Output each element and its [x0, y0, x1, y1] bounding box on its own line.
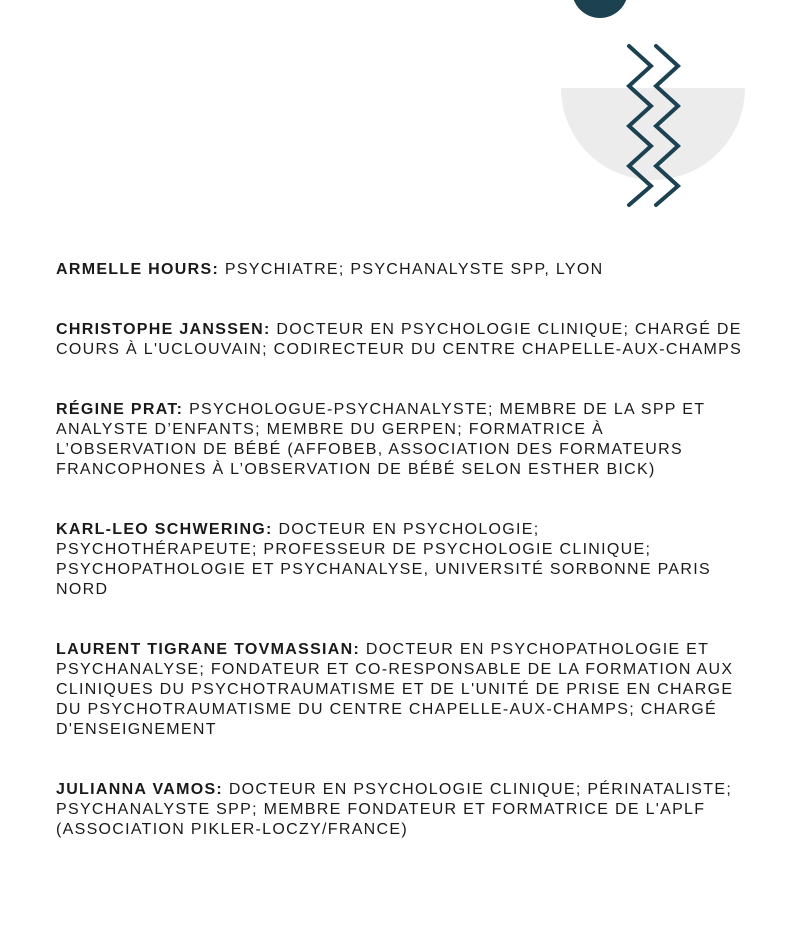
speaker-description: DOCTEUR EN PSYCHOLOGIE CLINIQUE; PÉRINATALISTE; PSYCHANALYSTE SPP; MEMBRE FONDATEUR ET FORMATRICE DE L'APLF (ASSOCIATION PIKLER-LOCZY/FRANCE)	[56, 781, 733, 838]
decorative-graphic	[0, 0, 793, 230]
speaker-name: LAURENT TIGRANE TOVMASSIAN:	[56, 641, 361, 658]
speaker-entry	[56, 640, 746, 740]
speaker-list	[56, 260, 746, 880]
gray-half-circle	[561, 88, 745, 180]
speaker-name: ARMELLE HOURS:	[56, 261, 220, 278]
speaker-description: DOCTEUR EN PSYCHOLOGIE CLINIQUE; CHARGÉ DE COURS À L'UCLOUVAIN; CODIRECTEUR DU CENTRE CHAPELLE-AUX-CHAMPS	[56, 321, 743, 358]
speaker-description: DOCTEUR EN PSYCHOLOGIE; PSYCHOTHÉRAPEUTE; PROFESSEUR DE PSYCHOLOGIE CLINIQUE; PSYCHOPATHOLOGIE ET PSYCHANALYSE, UNIVERSITÉ SORBONNE PARIS NORD	[56, 521, 711, 598]
dark-circle	[572, 0, 628, 18]
speaker-name: CHRISTOPHE JANSSEN:	[56, 321, 271, 338]
speaker-description: DOCTEUR EN PSYCHOPATHOLOGIE ET PSYCHANALYSE; FONDATEUR ET CO-RESPONSABLE DE LA FORMATION AUX CLINIQUES DU PSYCHOTRAUMATISME ET DE L'UNITÉ DE PRISE EN CHARGE DU PSYCHOTRAUMATISME DU CENTRE CHAPELLE-AUX-CHAMPS; CHARGÉ D'ENSEIGNEMENT	[56, 641, 734, 738]
speaker-entry	[56, 520, 746, 600]
speaker-entry	[56, 320, 746, 360]
speaker-name: RÉGINE PRAT:	[56, 401, 184, 418]
speaker-entry	[56, 780, 746, 840]
speaker-entry	[56, 400, 746, 480]
speaker-entry	[56, 260, 746, 280]
speaker-name: KARL-LEO SCHWERING:	[56, 521, 273, 538]
speaker-description: PSYCHOLOGUE-PSYCHANALYSTE; MEMBRE DE LA SPP ET ANALYSTE D’ENFANTS; MEMBRE DU GERPEN; FORMATRICE À L’OBSERVATION DE BÉBÉ (AFFOBEB, ASSOCIATION DES FORMATEURS FRANCOPHONES À L’OBSERVATION DE BÉBÉ SELON ESTHER BICK)	[56, 401, 705, 478]
speaker-name: JULIANNA VAMOS:	[56, 781, 224, 798]
speaker-description: PSYCHIATRE; PSYCHANALYSTE SPP, LYON	[224, 261, 604, 278]
